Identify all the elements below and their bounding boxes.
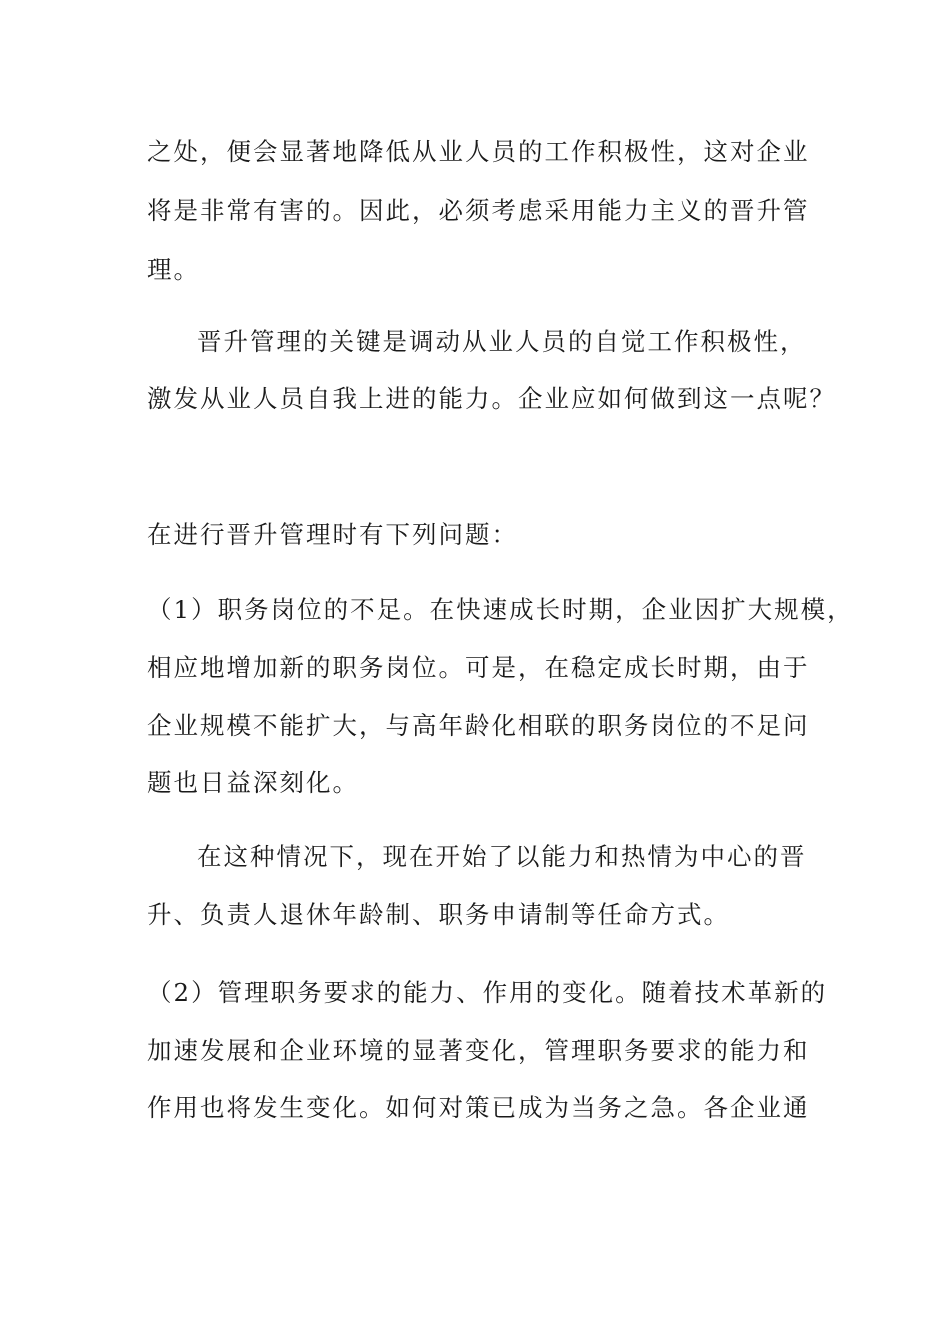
- text-line: 升、负责人退休年龄制、职务申请制等任命方式。: [147, 900, 730, 929]
- text-line: 之处，便会显著地降低从业人员的工作积极性，这对企业: [147, 137, 810, 166]
- text-line: 在这种情况下，现在开始了以能力和热情为中心的晋: [197, 842, 807, 871]
- text-line: 激发从业人员自我上进的能力。企业应如何做到这一点呢？: [147, 384, 836, 413]
- text-line: 加速发展和企业环境的显著变化，管理职务要求的能力和: [147, 1036, 810, 1065]
- text-line: （2）管理职务要求的能力、作用的变化。随着技术革新的: [147, 978, 828, 1007]
- text-line: 在进行晋升管理时有下列问题：: [147, 520, 518, 549]
- text-line: （1）职务岗位的不足。在快速成长时期，企业因扩大规模，: [147, 595, 854, 624]
- text-line: 企业规模不能扩大，与高年龄化相联的职务岗位的不足问: [147, 711, 810, 740]
- text-line: 晋升管理的关键是调动从业人员的自觉工作积极性，: [197, 327, 807, 356]
- text-line: 作用也将发生变化。如何对策已成为当务之急。各企业通: [147, 1093, 810, 1122]
- text-line: 相应地增加新的职务岗位。可是，在稳定成长时期，由于: [147, 653, 810, 682]
- text-line: 理。: [147, 255, 200, 284]
- text-line: 将是非常有害的。因此，必须考虑采用能力主义的晋升管: [147, 196, 810, 225]
- text-line: 题也日益深刻化。: [147, 768, 359, 797]
